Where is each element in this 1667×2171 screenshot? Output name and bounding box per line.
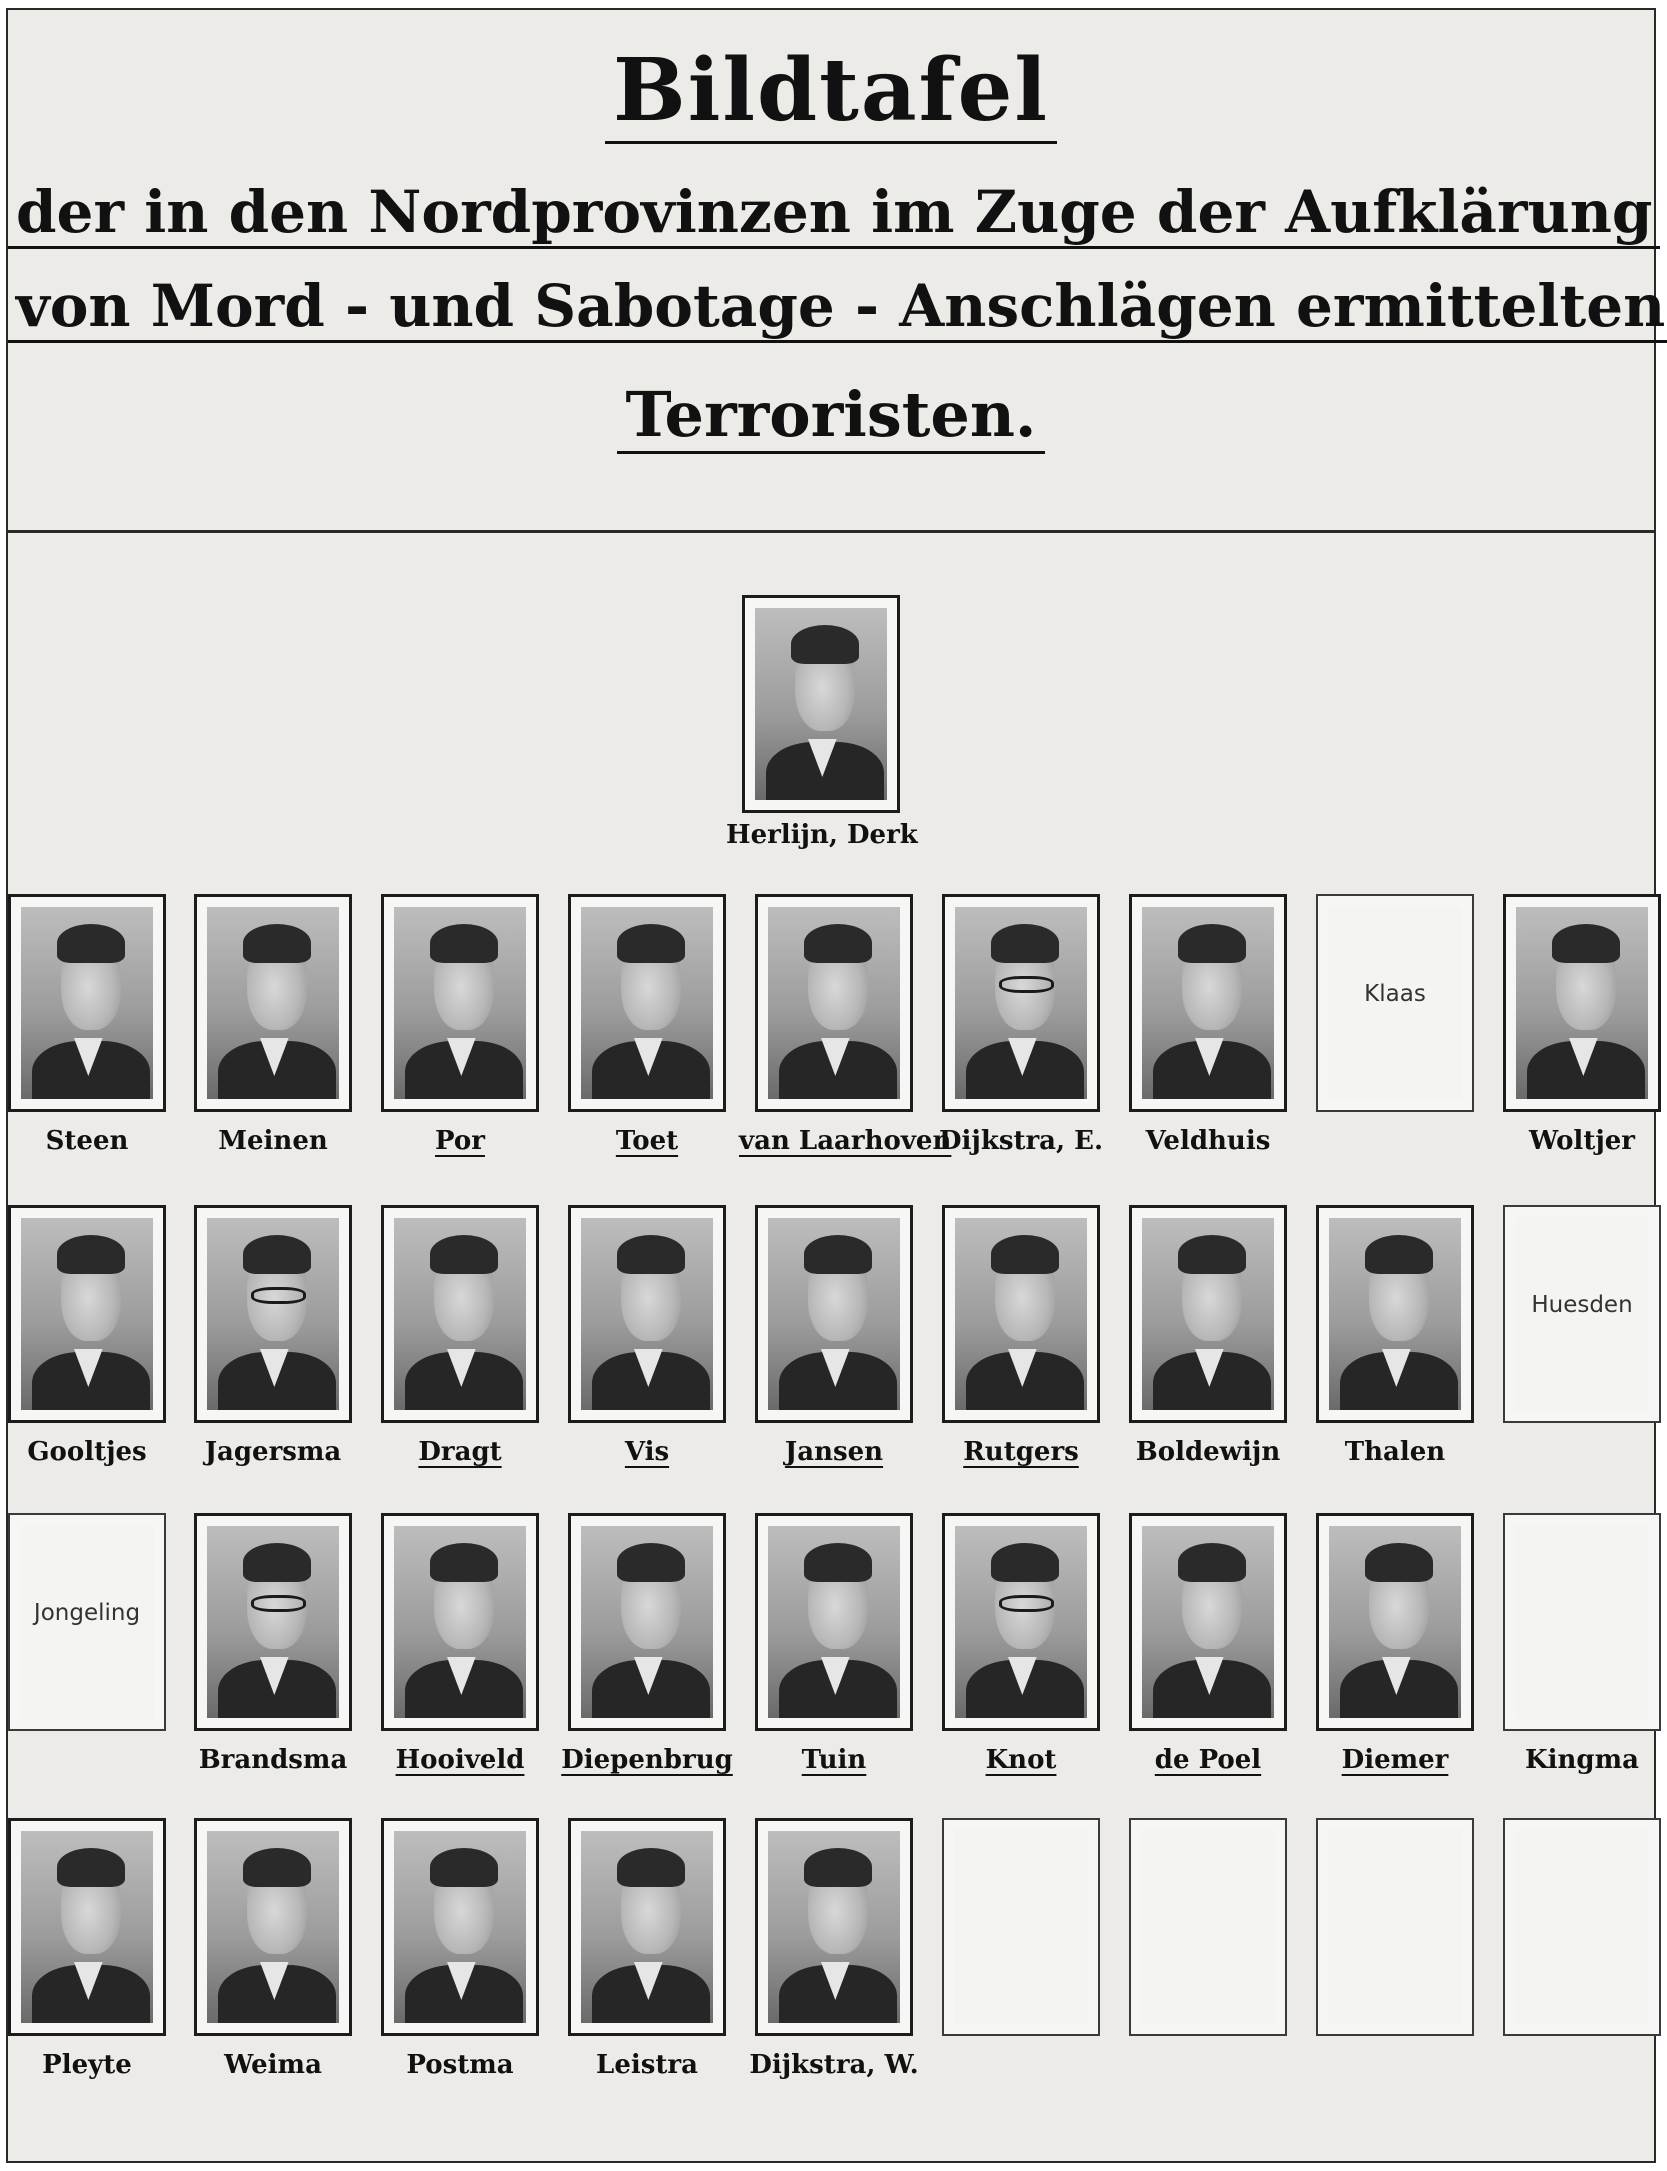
portrait-photo — [1142, 1526, 1274, 1718]
portrait-caption: Brandsma — [198, 1745, 348, 1775]
portrait-hair — [1178, 1543, 1247, 1581]
portrait-card — [942, 1205, 1100, 1423]
portrait-photo — [768, 907, 900, 1099]
portrait-glasses — [251, 1287, 306, 1304]
portrait-caption: Toet — [615, 1126, 679, 1156]
portrait-caption: Diemer — [1341, 1745, 1449, 1775]
portrait-photo — [394, 1526, 526, 1718]
portrait-hair — [991, 924, 1060, 962]
portrait-photo — [581, 1526, 713, 1718]
portrait-hair — [991, 1543, 1060, 1581]
board-header — [8, 10, 1666, 533]
portrait-caption: Dijkstra, E. — [938, 1126, 1103, 1156]
portrait-caption: Diepenbrug — [561, 1745, 733, 1775]
portrait-card — [1129, 1513, 1287, 1731]
portrait-hair — [804, 1235, 873, 1273]
portrait-hair — [243, 1848, 312, 1886]
portrait-card — [755, 1818, 913, 2036]
portrait-hair — [430, 924, 499, 962]
portrait-photo — [207, 907, 339, 1099]
portrait-photo — [955, 1218, 1087, 1410]
handwritten-name: Jongeling — [33, 1600, 141, 1626]
portrait-photo — [755, 608, 887, 800]
portrait-photo — [207, 1218, 339, 1410]
portrait-hair — [1365, 1543, 1434, 1581]
portrait-hair — [804, 1543, 873, 1581]
empty-portrait-frame — [942, 1818, 1100, 2036]
portrait-photo — [581, 1831, 713, 2023]
portrait-photo — [581, 1218, 713, 1410]
portrait-photo — [21, 907, 153, 1099]
portrait-card — [742, 595, 900, 813]
empty-portrait-frame — [1503, 1513, 1661, 1731]
portrait-caption: Weima — [224, 2050, 322, 2080]
empty-frame-inner — [1515, 1525, 1649, 1719]
portrait-photo — [21, 1218, 153, 1410]
portrait-caption: Gooltjes — [27, 1437, 147, 1467]
portrait-photo — [768, 1218, 900, 1410]
empty-frame-inner — [1328, 1830, 1462, 2024]
portrait-caption: Pleyte — [42, 2050, 132, 2080]
portrait-card — [1129, 1205, 1287, 1423]
portrait-caption: Jagersma — [204, 1437, 342, 1467]
portrait-caption: Woltjer — [1529, 1126, 1635, 1156]
portrait-card — [568, 1818, 726, 2036]
portrait-caption: Leistra — [596, 2050, 698, 2080]
portrait-glasses — [251, 1595, 306, 1612]
portrait-card — [8, 1818, 166, 2036]
empty-frame-inner — [954, 1830, 1088, 2024]
portrait-hair — [57, 1848, 126, 1886]
portrait-caption: de Poel — [1154, 1745, 1262, 1775]
portrait-photo — [1516, 907, 1648, 1099]
portrait-caption: Tuin — [801, 1745, 867, 1775]
empty-portrait-frame — [1316, 1818, 1474, 2036]
portrait-caption: Rutgers — [963, 1437, 1079, 1467]
portrait-caption: Knot — [985, 1745, 1057, 1775]
portrait-hair — [430, 1543, 499, 1581]
title-line-4 — [8, 378, 1654, 451]
portrait-hair — [57, 1235, 126, 1273]
portrait-caption: Dragt — [418, 1437, 502, 1467]
portrait-card — [8, 1205, 166, 1423]
empty-portrait-frame — [1316, 894, 1474, 1112]
portrait-hair — [243, 924, 312, 962]
empty-portrait-frame — [1503, 1818, 1661, 2036]
portrait-photo — [1142, 1218, 1274, 1410]
portrait-hair — [1365, 1235, 1434, 1273]
portrait-card — [8, 894, 166, 1112]
portrait-photo — [955, 1526, 1087, 1718]
empty-portrait-frame — [8, 1513, 166, 1731]
portrait-glasses — [999, 976, 1054, 993]
portrait-card — [381, 1818, 539, 2036]
portrait-caption: Jansen — [784, 1437, 884, 1467]
portrait-card — [1129, 894, 1287, 1112]
portrait-card — [942, 894, 1100, 1112]
portrait-photo — [768, 1831, 900, 2023]
portrait-caption: Dijkstra, W. — [749, 2050, 919, 2080]
portrait-hair — [617, 1543, 686, 1581]
title-line-2 — [8, 178, 1654, 246]
portrait-hair — [991, 1235, 1060, 1273]
portrait-card — [755, 1513, 913, 1731]
portrait-card — [194, 1205, 352, 1423]
title-line-4-text: Terroristen. — [617, 378, 1044, 454]
empty-frame-inner — [20, 1525, 154, 1719]
portrait-photo — [955, 907, 1087, 1099]
portrait-card — [381, 1205, 539, 1423]
portrait-caption: Postma — [406, 2050, 514, 2080]
portrait-card — [568, 894, 726, 1112]
portrait-caption: van Laarhoven — [739, 1126, 952, 1156]
portrait-caption: Boldewijn — [1135, 1437, 1281, 1467]
portrait-card — [1503, 894, 1661, 1112]
portrait-caption: Hooiveld — [395, 1745, 525, 1775]
portrait-hair — [1178, 1235, 1247, 1273]
handwritten-name: Huesden — [1531, 1292, 1633, 1318]
portrait-hair — [804, 1848, 873, 1886]
portrait-photo — [581, 907, 713, 1099]
portrait-hair — [243, 1235, 312, 1273]
portrait-card — [194, 1818, 352, 2036]
portrait-photo — [768, 1526, 900, 1718]
portrait-card — [755, 1205, 913, 1423]
title-line-3-text: von Mord - und Sabotage - Anschlägen ermittelten — [8, 272, 1667, 343]
picture-board — [6, 8, 1666, 2163]
handwritten-name: Klaas — [1364, 981, 1426, 1007]
portrait-photo — [1329, 1526, 1461, 1718]
title-heading — [8, 40, 1654, 141]
portrait-caption: Herlijn, Derk — [726, 820, 918, 850]
portrait-caption: Kingma — [1525, 1745, 1639, 1775]
portrait-hair — [617, 924, 686, 962]
portrait-card — [194, 894, 352, 1112]
title-line-3 — [8, 272, 1666, 340]
portrait-photo — [394, 907, 526, 1099]
portrait-hair — [430, 1848, 499, 1886]
portrait-hair — [57, 924, 126, 962]
portrait-photo — [207, 1526, 339, 1718]
empty-frame-inner — [1515, 1217, 1649, 1411]
portrait-card — [1316, 1513, 1474, 1731]
portrait-photo — [1142, 907, 1274, 1099]
portrait-card — [381, 1513, 539, 1731]
empty-frame-inner — [1515, 1830, 1649, 2024]
portrait-hair — [791, 625, 860, 663]
portrait-caption: Thalen — [1344, 1437, 1446, 1467]
portrait-card — [1316, 1205, 1474, 1423]
portrait-glasses — [999, 1595, 1054, 1612]
empty-frame-inner — [1328, 906, 1462, 1100]
title-heading-text: Bildtafel — [605, 40, 1057, 144]
portrait-card — [755, 894, 913, 1112]
portrait-photo — [1329, 1218, 1461, 1410]
portrait-card — [381, 894, 539, 1112]
portrait-caption: Meinen — [218, 1126, 328, 1156]
portrait-card — [568, 1513, 726, 1731]
portrait-caption: Veldhuis — [1145, 1126, 1271, 1156]
portrait-photo — [394, 1831, 526, 2023]
empty-portrait-frame — [1503, 1205, 1661, 1423]
portrait-photo — [21, 1831, 153, 2023]
portrait-card — [568, 1205, 726, 1423]
portrait-caption: Steen — [45, 1126, 129, 1156]
portrait-hair — [617, 1235, 686, 1273]
portrait-hair — [430, 1235, 499, 1273]
portrait-caption: Vis — [624, 1437, 670, 1467]
portrait-card — [194, 1513, 352, 1731]
empty-frame-inner — [1141, 1830, 1275, 2024]
portrait-hair — [804, 924, 873, 962]
portrait-hair — [617, 1848, 686, 1886]
portrait-card — [942, 1513, 1100, 1731]
title-line-2-text: der in den Nordprovinzen im Zuge der Aufklärung — [8, 178, 1660, 249]
portrait-photo — [207, 1831, 339, 2023]
portrait-photo — [394, 1218, 526, 1410]
portrait-hair — [243, 1543, 312, 1581]
portrait-hair — [1178, 924, 1247, 962]
portrait-caption: Por — [435, 1126, 485, 1156]
portrait-hair — [1552, 924, 1621, 962]
empty-portrait-frame — [1129, 1818, 1287, 2036]
